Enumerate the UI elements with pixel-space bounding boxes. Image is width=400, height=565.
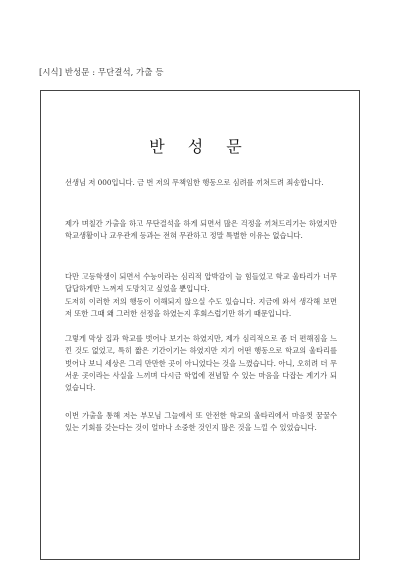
document-label: [시식] 반성문 : 무단결석, 가출 등: [39, 67, 164, 77]
paragraph-text: 이번 가출을 통해 저는 부모님 그늘에서 또 안전한 학교의 울타리에서 마음껏 꿈꿀수 있는 기회를 갖는다는 것이 얼마나 소중한 것인지 많은 것을 느낄 수 있었습니다.: [65, 411, 337, 433]
paragraph-text: 그렇게 막상 집과 학교를 벗어나 보기는 하였지만, 제가 심리적으로 좀 더 편해짐을 느낀 것도 없었고, 특히 짧은 기간이기는 하였지만 지기 어떤 행동으로 학교의 울타리를 벗어나 보니 세상은 그리 만만한 곳이 아니었다는 것을 느꼈습니다. 아니, 오히려 더 무서운 곳이라는 사실을 느끼며 다시금 학업에 전념할 수 있는 마음을 다잡는 계기가 되었습니다.: [65, 334, 337, 393]
paragraph-text: 다만 고등학생이 되면서 수능이라는 심리적 압박감이 늘 힘들었고 학교 울타리가 너무 답답하게만 느껴져 도망치고 싶었을 뿐입니다.: [65, 272, 337, 294]
paragraph-text: 도저히 이러한 저의 행동이 이해되지 않으실 수도 있습니다. 지금에 와서 생각해 보면 저 또한 그때 왜 그러한 선정을 하였는지 후회스럽기만 하기 때문입니다.: [65, 296, 337, 318]
paragraph-2: [65, 218, 337, 243]
document-frame: [40, 90, 360, 560]
paragraph-4: [65, 333, 337, 394]
paragraph-5: [65, 410, 337, 435]
paragraph-text: 제가 며칠간 가출을 하고 무단결석을 하게 되면서 많은 걱정을 끼쳐드리기는 하였지만 학교생활이나 교우관계 등과는 전혀 무관하고 정말 특별한 이유는 없습니다.: [65, 219, 337, 241]
paragraph-1: [65, 177, 337, 189]
document-title: 반 성 문: [149, 137, 251, 156]
paragraph-text: 선생님 저 000입니다. 금 번 저의 무책임한 행동으로 심려를 끼쳐드려 죄송합니다.: [65, 178, 324, 187]
paragraph-3: [65, 271, 337, 320]
